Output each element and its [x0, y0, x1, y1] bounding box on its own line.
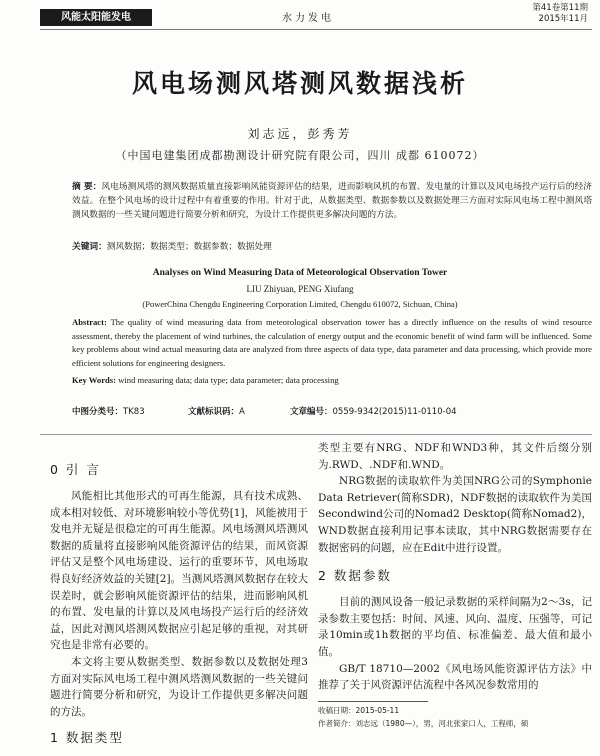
doc-code-value: A: [239, 407, 245, 417]
keywords-en-label: Key Words:: [72, 375, 117, 385]
article-title: 风电场测风塔测风数据浅析: [131, 69, 468, 98]
keywords-en: [72, 374, 592, 387]
abstract-cn-label: 摘 要：: [72, 182, 102, 192]
issue-volume: 第41卷第11期: [532, 3, 588, 13]
issue-date: 2015年11月: [538, 14, 588, 24]
header-divider: [40, 29, 592, 30]
article-affiliation-en: (PowerChina Chengdu Engineering Corporation Limited, Chengdu 610072, Sichuan, China): [142, 299, 458, 309]
footnote-received: 收稿日期：2015-05-11: [318, 706, 400, 715]
data-type-paragraph-2: NRG数据的读取软件为美国NRG公司的Symphonie Data Retriever(简称SDR)，NDF数据的读取软件为美国Secondwind公司的Nomad2 Desktop(简称Nomad2)，WND数据直接利用记事本读取，其中NRG数据需要存在数据密码的问题，应在Edit中进行设置。: [318, 475, 592, 554]
article-number: [290, 405, 457, 417]
clc-value: TK83: [123, 407, 145, 417]
intro-paragraph-1: 风能相比其他形式的可再生能源，具有技术成熟、成本相对较低、对环境影响较小等优势[1]，风能被用于发电并无疑是很稳定的可再生能源。风电场测风塔测风数据的质量将直接影响风能资源评估的结果，而风资源评估又是整个风电场建设、运行的重要环节，风电场取得良好经济效益的关键[2]。当测风塔测风数据存在较大误差时，就会影响风能资源评估的结果，进而影响风机的布置、发电量的计算以及风电场投产运行后的经济效益，因此对测风塔测风数据应引起足够的重视，对其研究也是非常有必要的。: [50, 490, 308, 652]
doc-code-label: 文献标识码：: [188, 407, 240, 417]
abstract-cn-text: 风电场测风塔的测风数据质量直接影响风能资源评估的结果，进而影响风机的布置、发电量的计算以及风电场投产运行后的经济效益。在整个风电场的设计过程中有着重要的作用。针对于此，从数据类型、数据参数以及数据处理三方面对实际风电场工程中测风塔测风数据的一些关键问题进行简要分析和研究，为设计工作提供更多解决问题的方法。: [72, 182, 592, 220]
clc-label: 中图分类号：: [72, 407, 124, 417]
parameters-paragraph-1: 目前的测风设备一般记录数据的采样间隔为2～3s，记录参数主要包括：时间、风速、风向、温度、压强等，可记录10min或1h数据的平均值、标准偏差、最大值和最小值。: [318, 596, 592, 658]
heading-data-type: 1 数据类型: [50, 730, 124, 746]
intro-paragraph-2: 本文将主要从数据类型、数据参数以及数据处理3方面对实际风电场工程中测风塔测风数据的一些关键问题进行简要分析和研究，为设计工作提供更多解决问题的方法。: [50, 655, 308, 718]
section-badge: 风能太阳能发电: [40, 9, 152, 26]
heading-introduction: 0 引 言: [50, 462, 101, 477]
footnote-author: 作者简介：刘志远（1980—），男，河北张家口人，工程师，硕: [318, 719, 529, 728]
article-no-value: 0559-9342(2015)11-0110-04: [332, 407, 457, 417]
article-affiliation: （中国电建集团成都勘测设计研究院有限公司，四川 成都 610072）: [115, 149, 485, 162]
abstract-cn: [72, 180, 592, 222]
body-left-column: [50, 450, 308, 756]
keywords-en-text: wind measuring data; data type; data parameter; data processing: [118, 375, 339, 385]
heading-data-parameters: 2 数据参数: [318, 568, 392, 584]
keywords-cn-text: 测风数据；数据类型；数据参数；数据处理: [106, 242, 272, 252]
document-code: [188, 405, 245, 417]
footnote-divider: [318, 701, 428, 702]
keywords-cn: [72, 240, 592, 254]
abstract-en-text: The quality of wind measuring data from meteorological observation tower has a directly influence on the results of wind resource assessment, thereby the placement of wind turbines, the calculation of energy output and the economic benefit of wind farm will be influenced. Some key problems about wind actual measuring data are analyzed from three aspects of data type, data parameter and data processing, which provide more efficient solutions for engineering designers.: [72, 317, 592, 368]
article-authors-en: LIU Zhiyuan, PENG Xiufang: [246, 284, 354, 294]
keywords-cn-label: 关键词：: [72, 242, 107, 252]
body-right-column: [318, 440, 592, 694]
parameters-paragraph-2: GB/T 18710—2002《风电场风能资源评估方法》中推荐了关于风资源评估流程中各风况参数常用的: [318, 662, 592, 692]
article-title-en: Analyses on Wind Measuring Data of Meteorological Observation Tower: [152, 268, 448, 278]
abstract-en-label: Abstract:: [72, 317, 107, 327]
clc-code: [72, 405, 145, 417]
section-divider: [40, 434, 592, 435]
data-type-paragraph-1: 类型主要有NRG、NDF和WND3种，其文件后缀分别为.RWD、.NDF和.WND。: [318, 442, 592, 471]
journal-name: 水力发电: [282, 13, 334, 24]
issue-info: [508, 3, 588, 25]
abstract-en: [72, 316, 592, 370]
article-no-label: 文章编号：: [290, 407, 333, 417]
article-authors: 刘志远，彭秀芳: [247, 127, 353, 141]
